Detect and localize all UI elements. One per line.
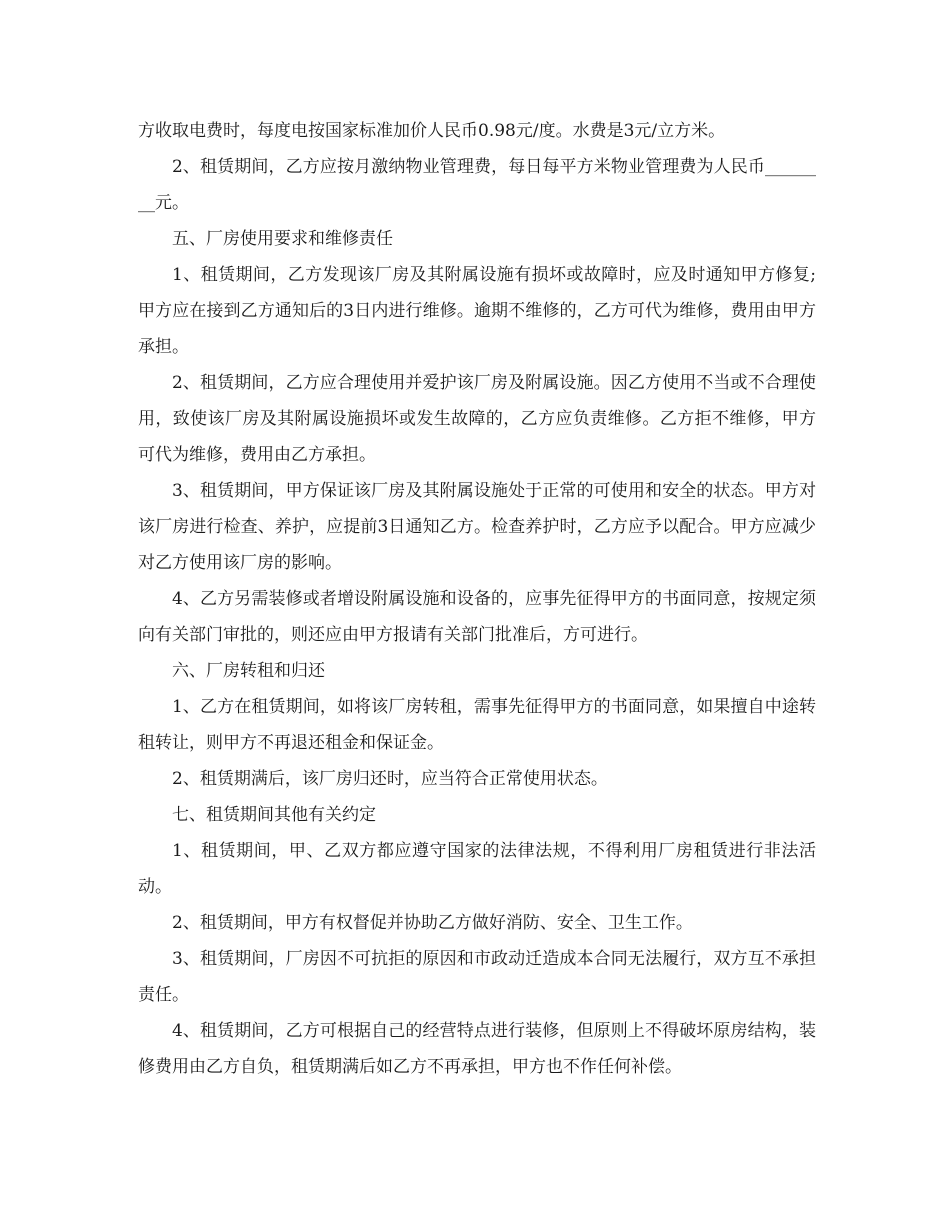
document-page <box>138 113 816 1085</box>
paragraph-force-majeure: 3、租赁期间，厂房因不可抗拒的原因和市政动迁造成本合同无法履行，双方互不承担责任。 <box>138 949 816 1005</box>
paragraph-sublease: 1、乙方在租赁期间，如将该厂房转租，需事先征得甲方的书面同意，如果擅自中途转租转让，则甲方不再退还租金和保证金。 <box>138 697 816 753</box>
paragraph-return: 2、租赁期满后，该厂房归还时，应当符合正常使用状态。 <box>172 769 608 789</box>
section-heading-6: 六、厂房转租和归还 <box>172 661 325 681</box>
paragraph-repair-by-lessee: 2、租赁期间，乙方应合理使用并爱护该厂房及附属设施。因乙方使用不当或不合理使用，致使该厂房及其附属设施损坏或发生故障的，乙方应负责维修。乙方拒不维修，甲方可代为维修，费用由乙方承担。 <box>138 373 816 465</box>
section-heading-7: 七、租赁期间其他有关约定 <box>172 805 376 825</box>
paragraph-repair-by-lessor: 1、租赁期间，乙方发现该厂房及其附属设施有损坏或故障时，应及时通知甲方修复;甲方应在接到乙方通知后的3日内进行维修。逾期不维修的，乙方可代为维修，费用由甲方承担。 <box>138 265 816 357</box>
paragraph-electricity-fee: 方收取电费时，每度电按国家标准加价人民币0.98元/度。水费是3元/立方米。 <box>138 121 726 141</box>
paragraph-decoration: 4、租赁期间，乙方可根据自己的经营特点进行装修，但原则上不得破坏原房结构，装修费用由乙方自负，租赁期满后如乙方不再承担，甲方也不作任何补偿。 <box>138 1021 816 1077</box>
paragraph-inspection: 3、租赁期间，甲方保证该厂房及其附属设施处于正常的可使用和安全的状态。甲方对该厂房进行检查、养护，应提前3日通知乙方。检查养护时，乙方应予以配合。甲方应减少对乙方使用该厂房的影响。 <box>138 481 816 573</box>
paragraph-safety: 2、租赁期间，甲方有权督促并协助乙方做好消防、安全、卫生工作。 <box>172 913 693 933</box>
paragraph-property-fee: 2、租赁期间，乙方应按月激纳物业管理费，每日每平方米物业管理费为人民币________元。 <box>138 157 816 213</box>
paragraph-renovation-approval: 4、乙方另需装修或者增设附属设施和设备的，应事先征得甲方的书面同意，按规定须向有关部门审批的，则还应由甲方报请有关部门批准后，方可进行。 <box>138 589 816 645</box>
paragraph-legal-compliance: 1、租赁期间，甲、乙双方都应遵守国家的法律法规，不得利用厂房租赁进行非法活动。 <box>138 841 816 897</box>
section-heading-5: 五、厂房使用要求和维修责任 <box>172 229 393 249</box>
